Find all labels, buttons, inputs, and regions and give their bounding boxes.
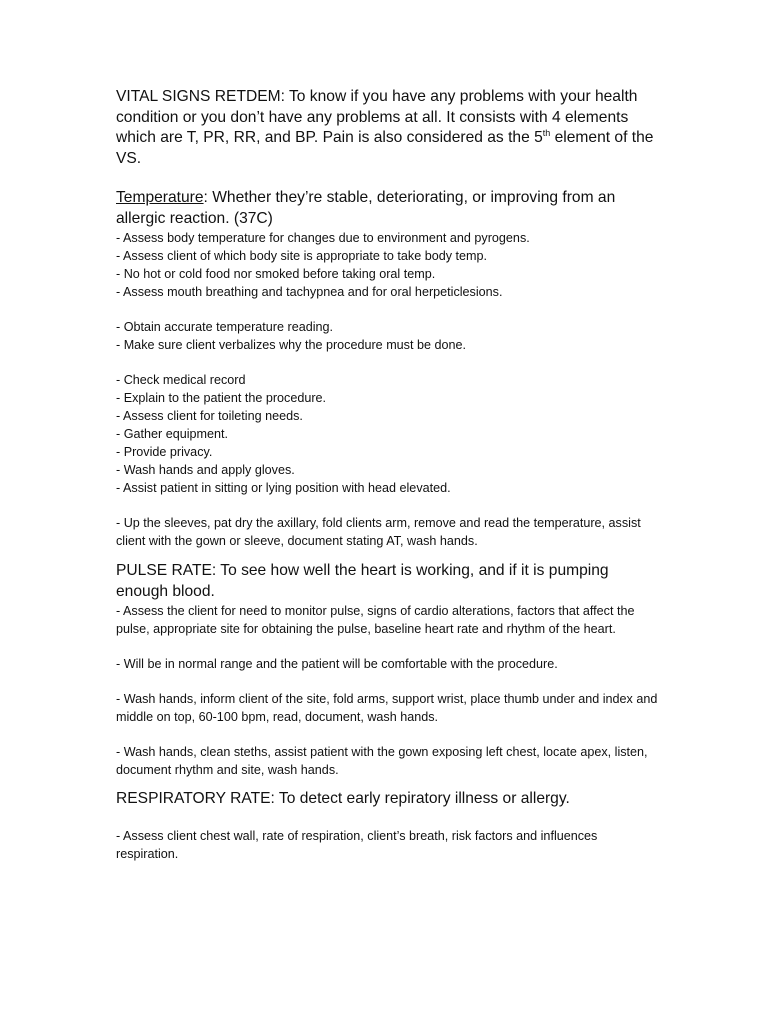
pulse-paragraph-3: - Wash hands, inform client of the site, fold arms, support wrist, place thumb under and index and middle on top, 60-100 bpm, read, document, wash hands. [116, 692, 658, 724]
temperature-procedure: - Up the sleeves, pat dry the axillary, fold clients arm, remove and read the temperature, assist client with the gown or sleeve, document stating AT, wash hands. [116, 516, 641, 548]
list-item: - Obtain accurate temperature reading. [116, 320, 334, 334]
temperature-heading-underlined: Temperature [116, 189, 204, 206]
list-item: - Check medical record [116, 373, 246, 387]
pulse-paragraph-1: - Assess the client for need to monitor pulse, signs of cardio alterations, factors that affect the pulse, appropriate site for obtaining the pulse, baseline heart rate and rhythm of the heart. [116, 604, 635, 636]
temperature-heading [116, 188, 658, 229]
temperature-heading-rest: : Whether they’re stable, deteriorating, or improving from an allergic reaction. (37C) [116, 189, 616, 227]
list-item: - Gather equipment. [116, 427, 229, 441]
temperature-group-3 [116, 371, 658, 497]
pulse-heading: PULSE RATE: To see how well the heart is working, and if it is pumping enough blood. [116, 562, 609, 600]
intro-tail: element of the VS. [116, 129, 654, 167]
list-item: - Assess mouth breathing and tachypnea and for oral herpeticlesions. [116, 285, 503, 299]
temperature-group-1 [116, 229, 658, 301]
pulse-paragraph-2: - Will be in normal range and the patient will be comfortable with the procedure. [116, 657, 558, 671]
list-item: - Make sure client verbalizes why the procedure must be done. [116, 338, 466, 352]
list-item: - Wash hands and apply gloves. [116, 463, 295, 477]
list-item: - Assess client for toileting needs. [116, 409, 303, 423]
respiratory-heading: RESPIRATORY RATE: To detect early repiratory illness or allergy. [116, 790, 570, 807]
list-item: - Assist patient in sitting or lying position with head elevated. [116, 481, 451, 495]
list-item: - No hot or cold food nor smoked before taking oral temp. [116, 267, 436, 281]
respiratory-paragraph-1: - Assess client chest wall, rate of respiration, client’s breath, risk factors and influences respiration. [116, 828, 598, 861]
temperature-group-2 [116, 318, 658, 354]
list-item: - Assess body temperature for changes due to environment and pyrogens. [116, 231, 530, 245]
intro-text: VITAL SIGNS RETDEM: To know if you have any problems with your health condition or you don’t have any problems at all. It consists with 4 elements which are T, PR, RR, and BP. Pain is also considered as the 5 [116, 88, 638, 146]
list-item: - Explain to the patient the procedure. [116, 391, 327, 405]
intro-superscript: th [542, 128, 551, 138]
list-item: - Assess client of which body site is appropriate to take body temp. [116, 249, 488, 263]
pulse-paragraph-4: - Wash hands, clean steths, assist patient with the gown exposing left chest, locate apex, listen, document rhythm and site, wash hands. [116, 745, 648, 777]
intro-paragraph [116, 87, 658, 169]
list-item: - Provide privacy. [116, 445, 213, 459]
